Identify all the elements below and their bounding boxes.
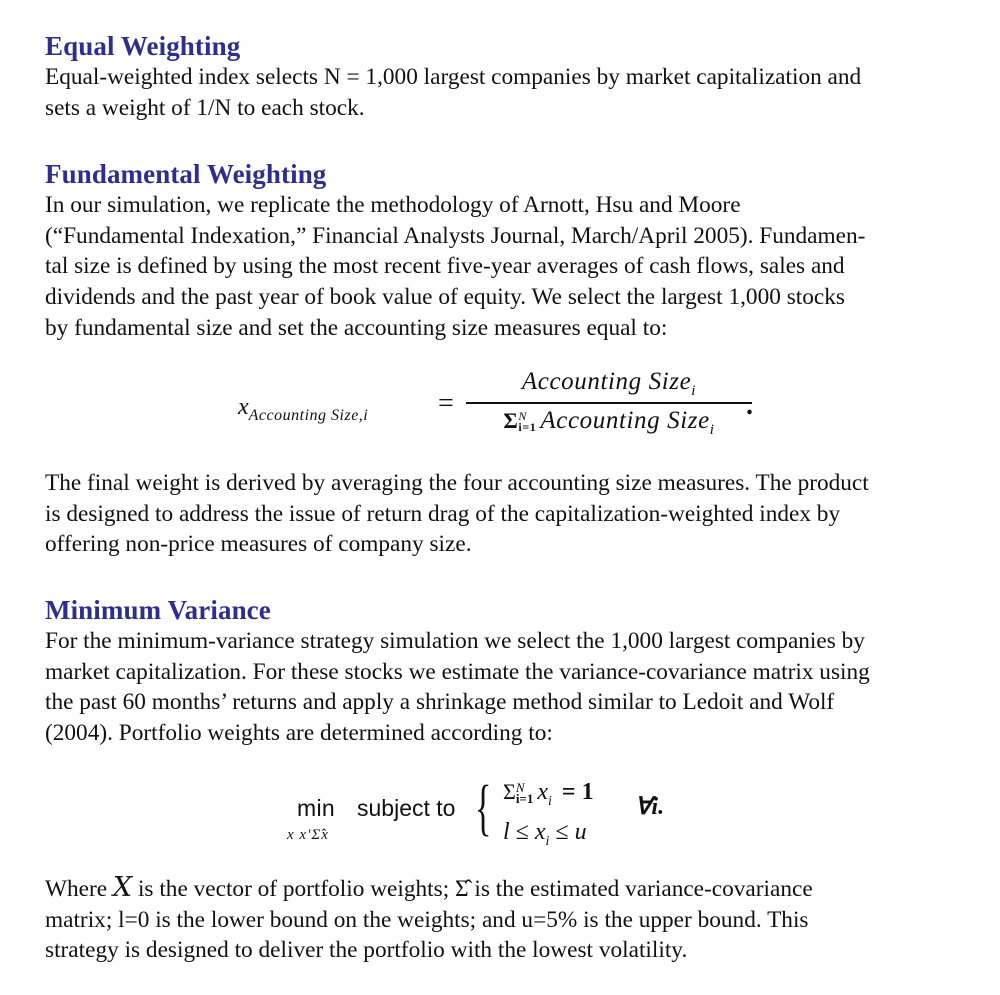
section-minimum-variance bbox=[45, 594, 960, 749]
paragraph-line: is designed to address the issue of return drag of the capitalization-weighted index by bbox=[45, 500, 841, 527]
paragraph-line: In our simulation, we replicate the methodology of Arnott, Hsu and Moore bbox=[45, 192, 741, 218]
sum-lower-limit: i=1 bbox=[518, 420, 537, 435]
min-variance-formula bbox=[285, 775, 685, 850]
paragraph-line: by fundamental size and set the accounting size measures equal to: bbox=[45, 314, 668, 341]
constraint-sum-lower: i=1 bbox=[515, 791, 534, 807]
sum-upper-limit: N bbox=[518, 409, 528, 424]
section-heading: Minimum Variance bbox=[45, 595, 271, 625]
weight-vector-symbol: X bbox=[112, 872, 133, 903]
paragraph-line: The final weight is derived by averaging the four accounting size measures. The product bbox=[45, 470, 869, 496]
paragraph-line bbox=[45, 873, 960, 905]
constraint-bounds-upper: ≤ u bbox=[555, 818, 587, 845]
constraint-bounds bbox=[503, 817, 594, 857]
formula-lhs-variable: x bbox=[238, 394, 249, 420]
text-fragment: is the vector of portfolio weights; Σ̂ is the estimated variance-covariance bbox=[132, 876, 813, 902]
denominator-subscript: i bbox=[709, 422, 715, 438]
formula-fraction bbox=[466, 368, 752, 439]
formula-numerator bbox=[466, 368, 752, 400]
forall-clause: ∀i. bbox=[635, 794, 665, 820]
constraint-sum-upper: N bbox=[515, 780, 525, 796]
formula-denominator bbox=[466, 404, 752, 439]
section-heading: Equal Weighting bbox=[45, 31, 241, 61]
constraint-variable: x bbox=[537, 779, 548, 805]
paragraph-line: (“Fundamental Indexation,” Financial Analysts Journal, March/April 2005). Fundamen- bbox=[45, 222, 866, 249]
paragraph-line: sets a weight of 1/N to each stock. bbox=[45, 94, 365, 121]
constraint-bounds-subscript: i bbox=[545, 833, 550, 849]
paragraph-line: matrix; l=0 is the lower bound on the weights; and u=5% is the upper bound. This bbox=[45, 906, 809, 933]
constraint-sum bbox=[503, 777, 594, 817]
constraint-variable-subscript: i bbox=[548, 793, 552, 809]
constraint-sum-rhs: = 1 bbox=[561, 779, 594, 805]
constraints bbox=[503, 777, 594, 857]
constraint-brace: { bbox=[475, 774, 492, 842]
min-variance-conclusion bbox=[45, 873, 960, 966]
min-operator: min bbox=[297, 795, 335, 821]
min-operator-subscript: x x′Σ̂x bbox=[287, 827, 329, 843]
text-fragment: Where bbox=[45, 876, 113, 902]
paragraph-line: Equal-weighted index selects N = 1,000 largest companies by market capitalization and bbox=[45, 64, 862, 90]
sum-symbol: Σ bbox=[503, 408, 519, 433]
formula-equals: = bbox=[438, 388, 454, 419]
numerator-text: Accounting Size bbox=[521, 368, 692, 395]
constraint-bounds-lower: l ≤ x bbox=[503, 818, 546, 845]
paragraph-line: For the minimum-variance strategy simulation we select the 1,000 largest companies by bbox=[45, 628, 865, 654]
constraint-sum-symbol: Σ bbox=[503, 779, 516, 804]
paragraph-line: tal size is defined by using the most recent five-year averages of cash flows, sales and bbox=[45, 253, 845, 280]
fundamental-conclusion bbox=[45, 468, 960, 560]
paragraph-line: market capitalization. For these stocks we estimate the variance-covariance matrix using bbox=[45, 658, 870, 685]
numerator-subscript: i bbox=[691, 383, 697, 399]
section-fundamental-weighting bbox=[45, 158, 960, 344]
section-heading: Fundamental Weighting bbox=[45, 159, 327, 189]
subject-to-label: subject to bbox=[357, 795, 456, 821]
section-equal-weighting bbox=[45, 30, 960, 123]
paragraph-line: strategy is designed to deliver the portfolio with the lowest volatility. bbox=[45, 937, 688, 964]
denominator-text: Accounting Size bbox=[540, 407, 710, 434]
paragraph-line: dividends and the past year of book value of equity. We select the largest 1,000 stocks bbox=[45, 284, 845, 311]
accounting-size-formula bbox=[238, 368, 778, 443]
paragraph-line: offering non-price measures of company size. bbox=[45, 531, 472, 558]
formula-lhs-subscript: Accounting Size,i bbox=[248, 407, 369, 424]
paragraph-line: (2004). Portfolio weights are determined according to: bbox=[45, 720, 553, 747]
paragraph-line: the past 60 months’ returns and apply a shrinkage method similar to Ledoit and Wolf bbox=[45, 689, 835, 716]
formula-period: . bbox=[746, 390, 753, 421]
